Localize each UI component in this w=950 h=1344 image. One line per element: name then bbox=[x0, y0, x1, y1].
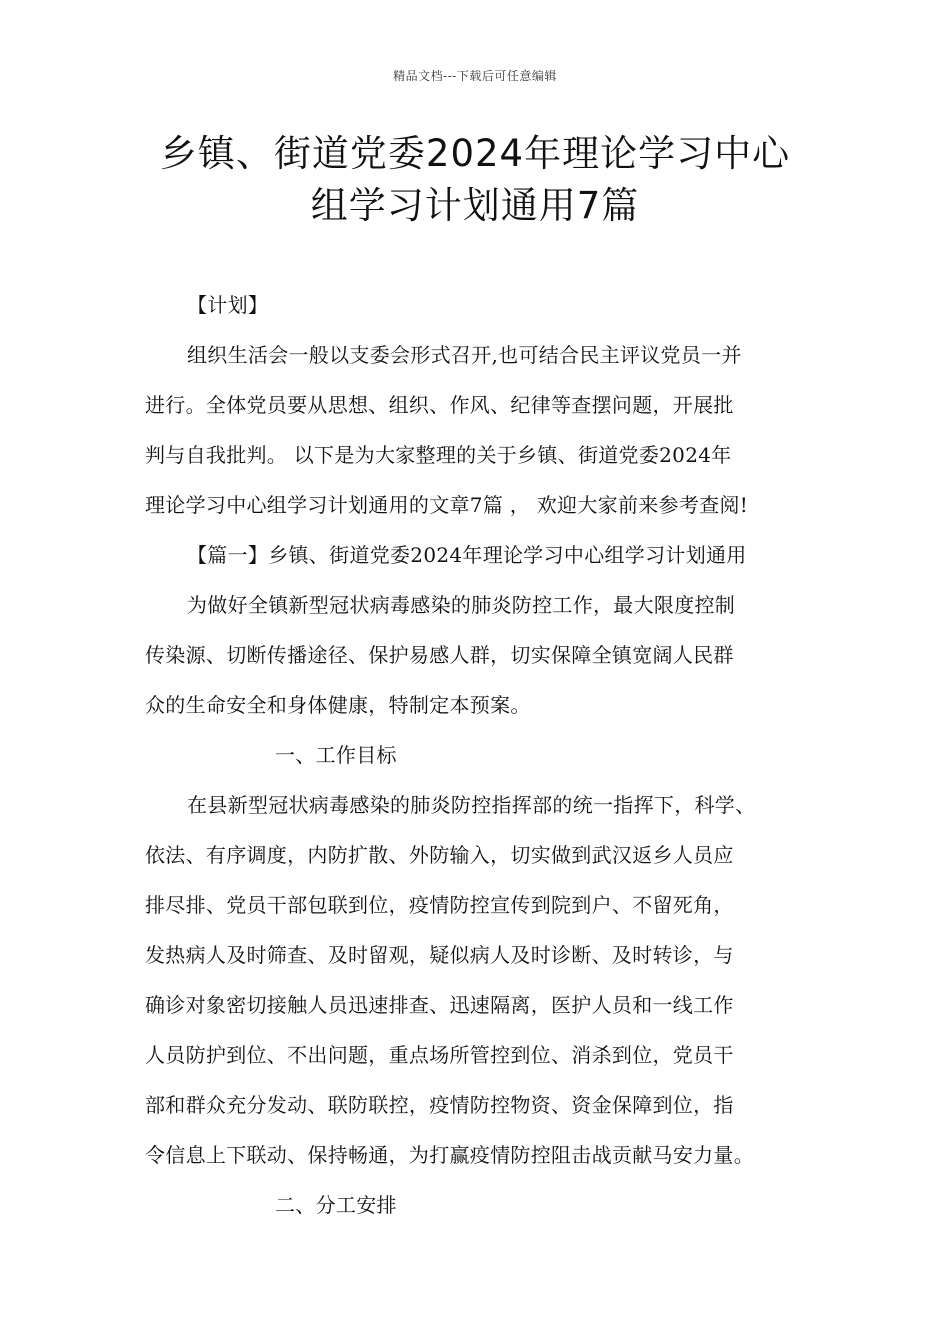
plan-label: 【计划】 bbox=[187, 293, 269, 317]
title-line-2: 组学习计划通用7篇 bbox=[310, 184, 640, 227]
document-title bbox=[0, 128, 950, 232]
section2-heading: 二、分工安排 bbox=[275, 1193, 397, 1217]
header-note: 精品文档---下载后可任意编辑 bbox=[393, 69, 557, 83]
para2-line: 部和群众充分发动、联防联控，疫情防控物资、资金保障到位，指 bbox=[145, 1093, 734, 1117]
para2-line: 确诊对象密切接触人员迅速排查、迅速隔离，医护人员和一线工作 bbox=[145, 993, 734, 1017]
intro-line: 判与自我批判。 以下是为大家整理的关于乡镇、街道党委2024年 bbox=[145, 443, 732, 467]
para2-line: 排尽排、党员干部包联到位，疫情防控宣传到院到户、不留死角， bbox=[145, 893, 734, 917]
intro-line: 组织生活会一般以支委会形式召开,也可结合民主评议党员一并 bbox=[187, 343, 742, 367]
para2-line: 依法、有序调度，内防扩散、外防输入，切实做到武汉返乡人员应 bbox=[145, 843, 734, 867]
intro-line: 进行。全体党员要从思想、组织、作风、纪律等查摆问题，开展批 bbox=[145, 393, 734, 417]
para1-line: 传染源、切断传播途径、保护易感人群，切实保障全镇宽阔人民群 bbox=[145, 643, 734, 667]
para2-line: 人员防护到位、不出问题，重点场所管控到位、消杀到位，党员干 bbox=[145, 1043, 734, 1067]
para2-line: 发热病人及时筛查、及时留观，疑似病人及时诊断、及时转诊，与 bbox=[145, 943, 734, 967]
part1-heading: 【篇一】乡镇、街道党委2024年理论学习中心组学习计划通用 bbox=[187, 543, 747, 567]
para2-line: 在县新型冠状病毒感染的肺炎防控指挥部的统一指挥下，科学、 bbox=[187, 793, 756, 817]
para1-line: 为做好全镇新型冠状病毒感染的肺炎防控工作，最大限度控制 bbox=[187, 593, 736, 617]
intro-line: 理论学习中心组学习计划通用的文章7篇 ， 欢迎大家前来参考查阅! bbox=[145, 493, 749, 517]
para2-line: 令信息上下联动、保持畅通，为打赢疫情防控阻击战贡献马安力量。 bbox=[145, 1143, 754, 1167]
para1-line: 众的生命安全和身体健康，特制定本预案。 bbox=[145, 693, 531, 717]
section1-heading: 一、工作目标 bbox=[275, 743, 397, 767]
document-body bbox=[145, 280, 825, 1230]
title-line-1: 乡镇、街道党委2024年理论学习中心 bbox=[159, 132, 791, 175]
